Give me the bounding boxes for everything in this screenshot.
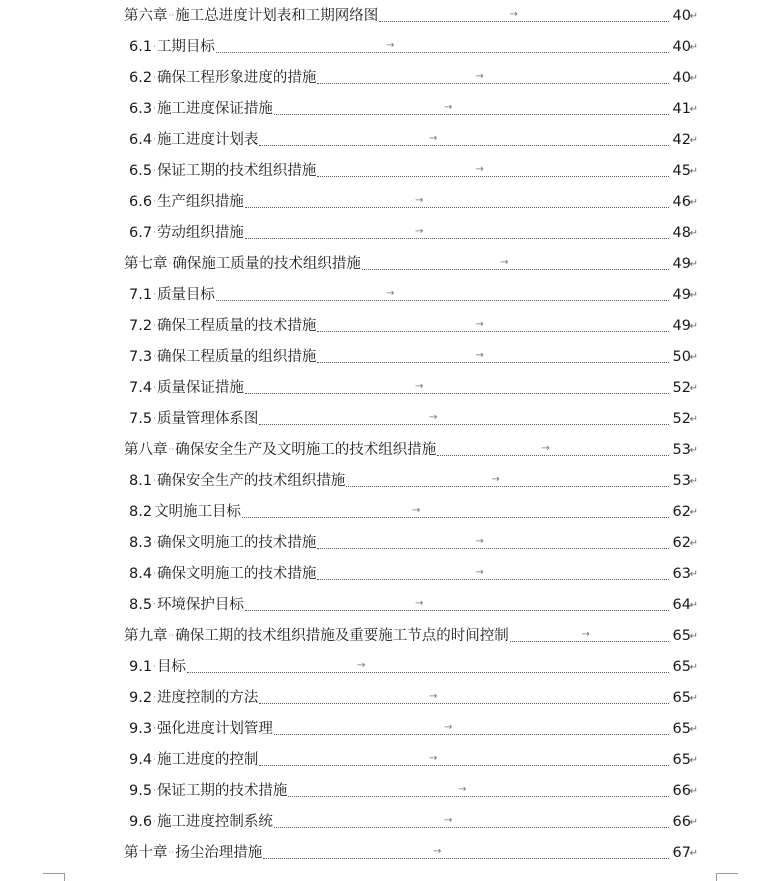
toc-entry-separator: · <box>153 692 156 703</box>
tab-arrow-icon: → <box>475 535 484 547</box>
toc-entry-text: 质量保证措施 <box>156 379 244 396</box>
tab-arrow-icon: → <box>444 101 453 113</box>
toc-entry-number: 6.1 <box>129 38 153 55</box>
paragraph-mark-icon: ↵ <box>689 444 698 456</box>
tab-arrow-icon: → <box>429 132 438 144</box>
toc-page-number: 53 <box>672 472 691 489</box>
toc-entry-title <box>129 194 244 209</box>
toc-page-number: 49 <box>672 317 691 334</box>
toc-entry-title <box>129 721 273 736</box>
toc-dot-leader <box>187 672 669 673</box>
toc-entry-number: 8.1 <box>129 472 153 489</box>
toc-entry-separator: · <box>153 785 156 796</box>
toc-entry-text: 施工进度控制系统 <box>156 813 273 830</box>
toc-entry-number: 第六章 <box>124 7 168 24</box>
toc-dot-leader <box>216 52 669 53</box>
toc-entry-separator: · <box>153 103 156 114</box>
toc-dot-leader <box>346 486 669 487</box>
toc-dot-leader <box>274 734 669 735</box>
toc-entry-text: 生产组织措施 <box>156 193 244 210</box>
toc-page-number: 64 <box>672 596 691 613</box>
tab-arrow-icon: → <box>429 411 438 423</box>
paragraph-mark-icon: ↵ <box>689 72 698 84</box>
toc-entry-text: 确保文明施工的技术措施 <box>156 565 317 582</box>
toc-dot-leader <box>317 548 669 549</box>
toc-page-number: 53 <box>672 441 691 458</box>
toc-entry[interactable] <box>0 496 779 527</box>
toc-entry[interactable] <box>0 93 779 124</box>
toc-entry-separator: · <box>153 227 156 238</box>
toc-entry-separator: · <box>153 289 156 300</box>
toc-entry-text: 工期目标 <box>156 38 215 55</box>
toc-entry-separator: ·· <box>168 847 175 858</box>
toc-entry-number: 7.5 <box>129 410 153 427</box>
toc-entry-number: 9.5 <box>129 782 153 799</box>
toc-dot-leader <box>317 331 669 332</box>
tab-arrow-icon: → <box>458 783 467 795</box>
toc-page-number: 63 <box>672 565 691 582</box>
toc-page-number: 67 <box>672 844 691 861</box>
tab-arrow-icon: → <box>429 752 438 764</box>
toc-entry-text: 保证工期的技术措施 <box>156 782 288 799</box>
paragraph-mark-icon: ↵ <box>689 413 698 425</box>
toc-dot-leader <box>245 610 669 611</box>
toc-entry-separator: ·· <box>168 444 175 455</box>
page-corner-mark-left <box>43 873 65 881</box>
toc-entry-number: 第七章 <box>124 255 168 272</box>
toc-entry-title <box>129 783 287 798</box>
toc-dot-leader <box>259 703 669 704</box>
toc-entry[interactable] <box>0 124 779 155</box>
toc-entry-separator: · <box>153 661 156 672</box>
toc-entry-title <box>124 8 378 23</box>
toc-entry[interactable] <box>0 372 779 403</box>
toc-dot-leader <box>437 455 669 456</box>
toc-dot-leader <box>259 424 669 425</box>
toc-dot-leader <box>317 176 669 177</box>
toc-entry-number: 第八章 <box>124 441 168 458</box>
toc-page-number: 52 <box>672 379 691 396</box>
paragraph-mark-icon: ↵ <box>689 41 698 53</box>
toc-page-number: 65 <box>672 627 691 644</box>
paragraph-mark-icon: ↵ <box>689 661 698 673</box>
toc-entry[interactable] <box>0 465 779 496</box>
tab-arrow-icon: → <box>412 504 421 516</box>
tab-arrow-icon: → <box>415 597 424 609</box>
toc-entry[interactable] <box>0 775 779 806</box>
toc-dot-leader <box>510 641 669 642</box>
paragraph-mark-icon: ↵ <box>689 506 698 518</box>
toc-entry-title <box>129 566 316 581</box>
toc-entry[interactable] <box>0 62 779 93</box>
toc-entry-text: 文明施工目标 <box>154 503 242 520</box>
toc-page-number: 62 <box>672 534 691 551</box>
paragraph-mark-icon: ↵ <box>689 723 698 735</box>
toc-entry-separator: · <box>153 134 156 145</box>
toc-dot-leader <box>263 858 669 859</box>
toc-page-number: 40 <box>672 38 691 55</box>
toc-entry[interactable] <box>0 0 779 31</box>
toc-entry-text: 确保工期的技术组织措施及重要施工节点的时间控制 <box>175 627 509 644</box>
toc-entry-number: 8.4 <box>129 565 153 582</box>
toc-dot-leader <box>362 269 669 270</box>
paragraph-mark-icon: ↵ <box>689 258 698 270</box>
toc-entry[interactable] <box>0 310 779 341</box>
toc-entry-text: 确保文明施工的技术措施 <box>156 534 317 551</box>
tab-arrow-icon: → <box>475 349 484 361</box>
toc-entry-title <box>124 442 436 457</box>
paragraph-mark-icon: ↵ <box>689 475 698 487</box>
toc-entry-text: 环境保护目标 <box>156 596 244 613</box>
toc-entry-separator: · <box>153 41 156 52</box>
toc-entry-title <box>129 132 258 147</box>
toc-entry-text: 确保施工质量的技术组织措施 <box>172 255 361 272</box>
toc-entry[interactable] <box>0 341 779 372</box>
toc-entry[interactable] <box>0 31 779 62</box>
toc-entry-number: 8.5 <box>129 596 153 613</box>
toc-entry-title <box>129 473 345 488</box>
toc-page-number: 48 <box>672 224 691 241</box>
toc-entry-title <box>129 101 273 116</box>
tab-arrow-icon: → <box>509 8 518 20</box>
toc-entry-separator: · <box>153 165 156 176</box>
tab-arrow-icon: → <box>386 287 395 299</box>
tab-arrow-icon: → <box>415 194 424 206</box>
toc-entry[interactable] <box>0 279 779 310</box>
toc-entry-title <box>129 380 244 395</box>
toc-page-number: 62 <box>672 503 691 520</box>
toc-entry-number: 7.2 <box>129 317 153 334</box>
toc-page-number: 40 <box>672 7 691 24</box>
toc-entry-title <box>129 535 316 550</box>
toc-entry-title <box>129 225 244 240</box>
toc-entry[interactable] <box>0 837 779 868</box>
toc-entry[interactable] <box>0 682 779 713</box>
toc-entry-separator: · <box>153 382 156 393</box>
tab-arrow-icon: → <box>444 721 453 733</box>
toc-entry-title <box>124 628 509 643</box>
toc-dot-leader <box>245 238 669 239</box>
toc-entry-separator: · <box>153 72 156 83</box>
toc-entry-title <box>129 349 316 364</box>
tab-arrow-icon: → <box>541 442 550 454</box>
paragraph-mark-icon: ↵ <box>689 10 698 22</box>
toc-dot-leader <box>259 765 669 766</box>
toc-entry-number: 6.4 <box>129 131 153 148</box>
toc-dot-leader <box>259 145 669 146</box>
toc-entry-title <box>129 814 273 829</box>
toc-entry-number: 9.4 <box>129 751 153 768</box>
paragraph-mark-icon: ↵ <box>689 196 698 208</box>
paragraph-mark-icon: ↵ <box>689 785 698 797</box>
toc-dot-leader <box>317 579 669 580</box>
toc-entry-title <box>129 287 215 302</box>
toc-entry[interactable] <box>0 620 779 651</box>
toc-page-number: 40 <box>672 69 691 86</box>
toc-page-number: 41 <box>672 100 691 117</box>
toc-entry-separator: · <box>153 599 156 610</box>
toc-entry-separator: · <box>168 258 172 269</box>
toc-entry-text: 质量目标 <box>156 286 215 303</box>
toc-entry-title <box>129 659 186 674</box>
toc-entry-number: 7.3 <box>129 348 153 365</box>
toc-entry-text: 强化进度计划管理 <box>156 720 273 737</box>
toc-page-number: 49 <box>672 255 691 272</box>
toc-entry-separator: · <box>153 320 156 331</box>
paragraph-mark-icon: ↵ <box>689 320 698 332</box>
toc-entry-number: 9.3 <box>129 720 153 737</box>
toc-dot-leader <box>245 393 669 394</box>
toc-entry[interactable] <box>0 217 779 248</box>
paragraph-mark-icon: ↵ <box>689 289 698 301</box>
toc-entry-text: 确保安全生产及文明施工的技术组织措施 <box>175 441 437 458</box>
toc-entry-number: 6.3 <box>129 100 153 117</box>
toc-entry-number: 6.7 <box>129 224 153 241</box>
toc-entry[interactable] <box>0 527 779 558</box>
toc-entry-separator: · <box>153 568 156 579</box>
toc-entry[interactable] <box>0 155 779 186</box>
paragraph-mark-icon: ↵ <box>689 599 698 611</box>
toc-entry-text: 施工进度计划表 <box>156 131 259 148</box>
toc-entry-text: 施工总进度计划表和工期网络图 <box>175 7 379 24</box>
toc-dot-leader <box>245 207 669 208</box>
toc-entry-number: 8.3 <box>129 534 153 551</box>
paragraph-mark-icon: ↵ <box>689 351 698 363</box>
paragraph-mark-icon: ↵ <box>689 816 698 828</box>
toc-entry[interactable] <box>0 186 779 217</box>
toc-page-number: 50 <box>672 348 691 365</box>
toc-entry-number: 6.2 <box>129 69 153 86</box>
toc-entry[interactable] <box>0 713 779 744</box>
toc-entry-text: 劳动组织措施 <box>156 224 244 241</box>
toc-page-number: 66 <box>672 813 691 830</box>
paragraph-mark-icon: ↵ <box>689 692 698 704</box>
toc-entry-text: 确保工程质量的组织措施 <box>156 348 317 365</box>
paragraph-mark-icon: ↵ <box>689 537 698 549</box>
tab-arrow-icon: → <box>415 225 424 237</box>
tab-arrow-icon: → <box>475 163 484 175</box>
toc-entry-number: 第十章 <box>124 844 168 861</box>
paragraph-mark-icon: ↵ <box>689 103 698 115</box>
toc-entry-number: 6.6 <box>129 193 153 210</box>
toc-entry-text: 确保工程质量的技术措施 <box>156 317 317 334</box>
toc-page-number: 65 <box>672 751 691 768</box>
toc-entry-text: 施工进度保证措施 <box>156 100 273 117</box>
toc-page-number: 52 <box>672 410 691 427</box>
toc-entry-title <box>129 411 258 426</box>
toc-entry-title <box>124 256 361 271</box>
toc-entry-title <box>129 39 215 54</box>
tab-arrow-icon: → <box>475 318 484 330</box>
toc-entry-text: 确保安全生产的技术组织措施 <box>156 472 346 489</box>
toc-entry[interactable] <box>0 744 779 775</box>
toc-entry-text: 扬尘治理措施 <box>175 844 263 861</box>
tab-arrow-icon: → <box>581 628 590 640</box>
toc-entry[interactable] <box>0 434 779 465</box>
toc-entry-number: 9.2 <box>129 689 153 706</box>
toc-entry-title <box>129 70 316 85</box>
tab-arrow-icon: → <box>386 39 395 51</box>
toc-dot-leader <box>274 827 669 828</box>
toc-entry-separator: · <box>153 196 156 207</box>
toc-entry-title <box>129 690 258 705</box>
toc-entry-separator: · <box>153 475 156 486</box>
tab-arrow-icon: → <box>500 256 509 268</box>
tab-arrow-icon: → <box>433 845 442 857</box>
toc-dot-leader <box>216 300 669 301</box>
paragraph-mark-icon: ↵ <box>689 568 698 580</box>
tab-arrow-icon: → <box>357 659 366 671</box>
toc-dot-leader <box>317 83 669 84</box>
toc-entry-title <box>129 504 241 519</box>
toc-entry-text: 确保工程形象进度的措施 <box>156 69 317 86</box>
paragraph-mark-icon: ↵ <box>689 754 698 766</box>
toc-entry[interactable] <box>0 403 779 434</box>
toc-page-number: 65 <box>672 658 691 675</box>
toc-entry-separator: · <box>153 537 156 548</box>
toc-entry-number: 6.5 <box>129 162 153 179</box>
paragraph-mark-icon: ↵ <box>689 227 698 239</box>
tab-arrow-icon: → <box>429 690 438 702</box>
paragraph-mark-icon: ↵ <box>689 847 698 859</box>
tab-arrow-icon: → <box>475 70 484 82</box>
toc-entry-title <box>124 845 262 860</box>
paragraph-mark-icon: ↵ <box>689 382 698 394</box>
toc-entry-separator: ·· <box>168 630 175 641</box>
toc-entry-separator: · <box>153 351 156 362</box>
toc-dot-leader <box>379 21 669 22</box>
toc-entry[interactable] <box>0 806 779 837</box>
toc-dot-leader <box>274 114 669 115</box>
toc-entry-number: 9.1 <box>129 658 153 675</box>
toc-page-number: 42 <box>672 131 691 148</box>
toc-entry-separator: · <box>153 723 156 734</box>
toc-entry-text: 目标 <box>156 658 186 675</box>
toc-entry[interactable] <box>0 589 779 620</box>
toc-entry-separator: · <box>153 413 156 424</box>
tab-arrow-icon: → <box>444 814 453 826</box>
toc-entry[interactable] <box>0 558 779 589</box>
tab-arrow-icon: → <box>475 566 484 578</box>
page-corner-mark-right <box>716 873 738 881</box>
toc-entry-number: 第九章 <box>124 627 168 644</box>
toc-entry-text: 进度控制的方法 <box>156 689 259 706</box>
paragraph-mark-icon: ↵ <box>689 165 698 177</box>
toc-entry[interactable] <box>0 248 779 279</box>
toc-entry-number: 8.2 <box>129 503 153 520</box>
toc-entry-title <box>129 318 316 333</box>
toc-entry-title <box>129 752 258 767</box>
toc-dot-leader <box>242 517 669 518</box>
toc-page-number: 49 <box>672 286 691 303</box>
toc-entry[interactable] <box>0 651 779 682</box>
toc-entry-separator: · <box>153 816 156 827</box>
toc-entry-number: 7.4 <box>129 379 153 396</box>
toc-entry-separator: · <box>153 754 156 765</box>
paragraph-mark-icon: ↵ <box>689 134 698 146</box>
tab-arrow-icon: → <box>415 380 424 392</box>
toc-entry-number: 9.6 <box>129 813 153 830</box>
toc-entry-number: 7.1 <box>129 286 153 303</box>
toc-entry-text: 施工进度的控制 <box>156 751 259 768</box>
toc-dot-leader <box>317 362 669 363</box>
toc-entry-separator: ·· <box>168 10 175 21</box>
toc-page-number: 65 <box>672 720 691 737</box>
toc-dot-leader <box>288 796 669 797</box>
toc-entry-title <box>129 597 244 612</box>
toc-entry-text: 保证工期的技术组织措施 <box>156 162 317 179</box>
toc-page-number: 45 <box>672 162 691 179</box>
tab-arrow-icon: → <box>491 473 500 485</box>
toc-entry-title <box>129 163 316 178</box>
toc-page-number: 65 <box>672 689 691 706</box>
toc-page-number: 46 <box>672 193 691 210</box>
toc-page-number: 66 <box>672 782 691 799</box>
toc-entry-text: 质量管理体系图 <box>156 410 259 427</box>
paragraph-mark-icon: ↵ <box>689 630 698 642</box>
